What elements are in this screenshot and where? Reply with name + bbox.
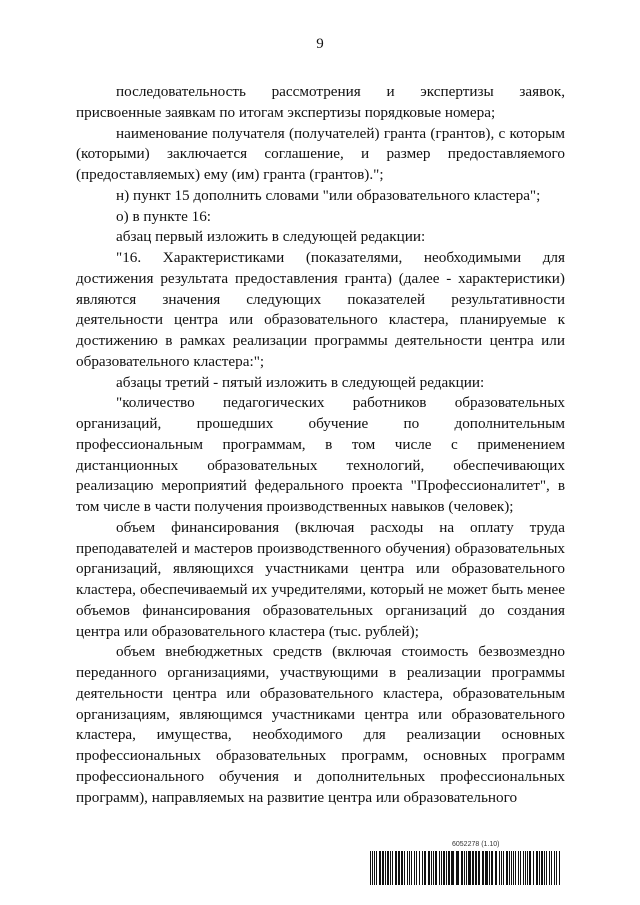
barcode-bar [433,851,434,885]
paragraph-7: абзацы третий - пятый изложить в следующей редакции: [116,373,485,391]
barcode-bar [446,851,447,885]
barcode-bar [472,851,474,885]
barcode-bar [527,851,528,885]
barcode-bar [398,851,400,885]
barcode-bar [478,851,480,885]
barcode-bar [461,851,463,885]
barcode-bar [379,851,381,885]
barcode-bar [529,851,531,885]
barcode-bar [541,851,543,885]
barcode-bar [546,851,547,885]
barcode-bar [475,851,477,885]
document-body [76,82,565,808]
barcode-bar [513,851,514,885]
barcode-bar [387,851,389,885]
barcode-bar [404,851,405,885]
barcode-bar [435,851,437,885]
barcode-bar [499,851,500,885]
page-number: 9 [316,36,324,52]
barcode-bar [376,851,377,885]
barcode-bar [414,851,415,885]
barcode-bar [374,851,375,885]
barcode-bar [509,851,510,885]
barcode-bar [544,851,545,885]
paragraph-1: последовательность рассмотрения и экспертизы заявок, присвоенные заявкам по итогам экспертизы порядковые номера; [76,83,565,121]
barcode-bar [551,851,552,885]
barcode-bar [485,851,488,885]
barcode-bar [518,851,519,885]
barcode-bar [491,851,493,885]
barcode-bar [385,851,386,885]
paragraph-6: "16. Характеристиками (показателями, необходимыми для достижения результата предоставления гранта) (далее - характеристики) являются значения следующих показателей результативности деятельности центра или образовательного кластера, планируемые к достижению в рамках реализации программы деятельности центра или образовательного кластера:"; [76,249,565,370]
barcode-bar [556,851,557,885]
barcode-bar [525,851,526,885]
barcode-bar [431,851,432,885]
barcode-bar [539,851,540,885]
barcode-bar [468,851,471,885]
barcode-bar [464,851,465,885]
paragraph-3: н) пункт 15 дополнить словами "или образовательного кластера"; [116,186,541,204]
barcode-bar [409,851,410,885]
paragraph-2: наименование получателя (получателей) гранта (грантов), с которым (которыми) заключается соглашение, и размер предоставляемого (предоставляемых) ему (им) гранта (грантов)."; [76,124,565,183]
barcode-bar [419,851,420,885]
barcode-bar [443,851,445,885]
barcode-bar [456,851,459,885]
barcode-bar [370,851,371,885]
document-code: 6052278 (1.10) [452,841,500,848]
barcode-bar [559,851,560,885]
paragraph-10: объем внебюджетных средств (включая стоимость безвозмездно переданного организациями, участвующими в реализации программы деятельности центра или образовательного кластера, образовательным организациям, являющимся участниками центра или образовательного кластера, имущества, необходимого для реализации основных профессиональных образовательных программ, основных программ профессионального обучения и дополнительных профессиональных программ), направляемых на развитие центра или образовательного [76,643,565,806]
barcode-bar [482,851,484,885]
barcode-bar [466,851,467,885]
barcode-bar [439,851,440,885]
paragraph-5: абзац первый изложить в следующей редакции: [116,228,426,246]
barcode-bar [511,851,512,885]
barcode-bar [495,851,497,885]
barcode-bar [411,851,412,885]
barcode-bar [382,851,384,885]
barcode [370,851,560,885]
barcode-bar [554,851,555,885]
barcode-bar [422,851,423,885]
barcode-bar [515,851,516,885]
barcode-bar [506,851,508,885]
paragraph-4: о) в пункте 16: [116,207,212,225]
barcode-bar [451,851,454,885]
paragraph-8: "количество педагогических работников образовательных организаций, прошедших обучение по дополнительным профессиональным программам, в том числе с применением дистанционных образовательных технологий, обеспечивающих реализацию мероприятий федерального проекта "Профессионалитет", в том числе в части получения производственных навыков (человек); [76,394,565,515]
barcode-bar [501,851,502,885]
barcode-bar [407,851,408,885]
barcode-bar [533,851,534,885]
barcode-bar [424,851,426,885]
barcode-bar [441,851,442,885]
barcode-bar [428,851,430,885]
barcode-bar [523,851,524,885]
barcode-bar [390,851,391,885]
barcode-bar [395,851,397,885]
barcode-bar [448,851,450,885]
paragraph-9: объем финансирования (включая расходы на оплату труда преподавателей и мастеров производственного обучения) образовательных организаций, являющихся участниками центра или образовательного кластера, обеспечиваемый их учредителями, который не может быть менее объемов финансирования образовательных организаций до создания центра или образовательного кластера (тыс. рублей); [76,518,565,640]
barcode-bar [536,851,538,885]
barcode-bar [503,851,504,885]
barcode-bar [489,851,490,885]
barcode-bar [416,851,417,885]
barcode-bar [401,851,403,885]
barcode-bar [520,851,521,885]
barcode-bar [549,851,550,885]
barcode-bar [392,851,393,885]
barcode-bar [372,851,373,885]
